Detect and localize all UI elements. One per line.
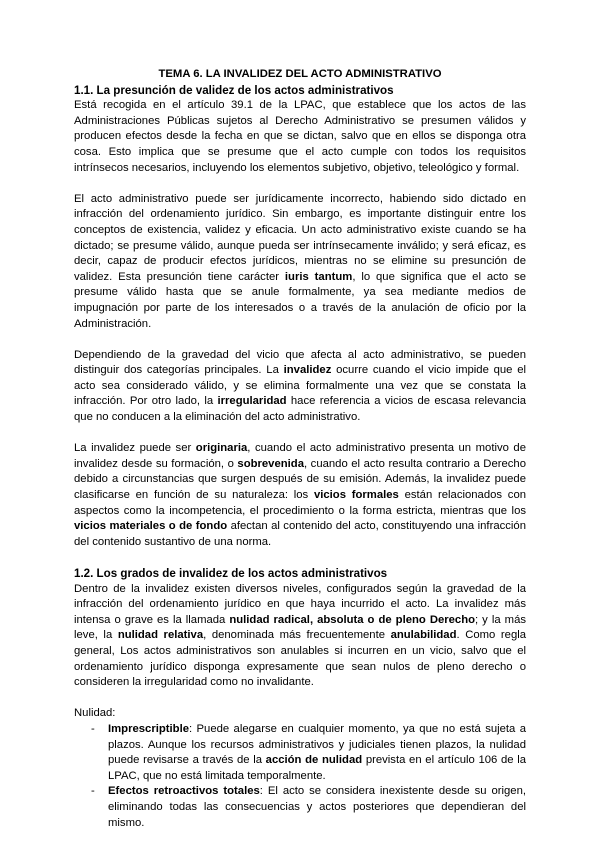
text: El acto administrativo puede ser jurídicamente incorrecto, habiendo sido dictado en infracción del ordenamiento jurídico. Sin embargo, es importante distinguir entre los conceptos de existencia, validez y eficacia. Un acto administrativo existe cuando se ha dictado; se presume válido, aunque pueda ser intrínsecamente inválido; y será eficaz, es decir, capaz de producir efectos jurídicos, mientras no se elimine su presunción de validez. Esta presunción tiene carácter xyxy=(74,192,526,283)
text: La invalidez puede ser xyxy=(74,442,196,455)
paragraph-tipos-invalidez xyxy=(74,441,526,550)
nulidad-list xyxy=(74,722,526,831)
spacer xyxy=(74,550,526,566)
bold-term: iuris tantum xyxy=(284,270,353,283)
bold-term: originaria xyxy=(195,442,248,455)
paragraph-grados xyxy=(74,582,526,691)
document-title: TEMA 6. LA INVALIDEZ DEL ACTO ADMINISTRATIVO xyxy=(158,68,442,80)
bold-term: vicios formales xyxy=(313,489,399,502)
text: Está recogida en el artículo 39.1 de la LPAC, que establece que los actos de las Administraciones Públicas sujetos al Derecho Administrativo se presumen válidos y producen efectos desde la fecha en que se dictan, salvo que en ellos se disponga otra cosa. Esto implica que se presume que el acto cumple con todos los requisitos intrínsecos necesarios, incluyendo los elementos subjetivo, objetivo, teleológico y formal. xyxy=(74,99,526,174)
bold-term: nulidad radical, absoluta o de pleno Derecho xyxy=(229,613,476,626)
list-item-imprescriptible xyxy=(108,722,526,784)
bold-term: invalidez xyxy=(283,364,332,377)
bold-term: sobrevenida xyxy=(237,457,304,470)
spacer xyxy=(74,426,526,442)
bold-term: nulidad relativa xyxy=(117,629,204,642)
text: Dependiendo de la gravedad del vicio que afecta al acto administrativo, se pueden distinguir dos categorías principales. La xyxy=(74,348,526,377)
text: ocurre cuando el vicio impide que el acto sea considerado válido, y se elimina formalmente una vez que se constata la infracción. Por otro lado, la xyxy=(74,364,526,408)
text: afectan al contenido del acto, constituyendo una infracción del contenido sustantivo de una norma. xyxy=(74,520,526,548)
text: : Puede alegarse en cualquier momento, ya que no está sujeta a plazos. Aunque los recursos administrativos y judiciales tienen plazos, la nulidad puede revisarse a través de la xyxy=(108,722,526,767)
paragraph-existencia-validez xyxy=(74,192,526,332)
bold-term: irregularidad xyxy=(217,395,287,408)
bold-term: anulabilidad xyxy=(390,629,457,642)
text: prevista en el artículo 106 de la LPAC, que no está limitada temporalmente. xyxy=(108,754,527,782)
bold-term: vicios materiales o de fondo xyxy=(74,520,228,533)
text: , denominada más frecuentemente xyxy=(203,629,391,642)
text: hace referencia a vicios de escasa relevancia que no conducen a la eliminación del acto administrativo. xyxy=(74,395,527,424)
text: , lo que significa que el acto se presume válido hasta que se anule formalmente, ya sea mediante medios de impugnación por parte de los interesados o a través de la anulación de oficio por la Administración. xyxy=(74,270,527,330)
bold-term: Efectos retroactivos totales xyxy=(108,785,260,798)
bold-term: Imprescriptible xyxy=(108,722,189,735)
text: . Como regla general, Los actos administrativos son anulables si incurren en un vicio, salvo que el ordenamiento jurídico disponga expresamente que sean nulos de pleno derecho o consideren la irregularidad como no invalidante. xyxy=(74,629,527,689)
nulidad-label: Nulidad: xyxy=(74,707,116,720)
text: están relacionados con aspectos como la incompetencia, el procedimiento o la forma estricta, mientras que los xyxy=(74,489,527,517)
spacer xyxy=(74,691,526,707)
spacer xyxy=(74,176,526,192)
list-item-efectos-retroactivos xyxy=(108,784,526,831)
document-body xyxy=(74,67,526,831)
bold-term: acción de nulidad xyxy=(265,754,363,767)
text: ; y la más leve, la xyxy=(74,613,526,642)
section-heading-1-1: 1.1. La presunción de validez de los actos administrativos xyxy=(74,83,394,97)
paragraph-presuncion xyxy=(74,98,526,176)
spacer xyxy=(74,332,526,348)
text: , cuando el acto resulta contrario a Derecho debido a circunstancias que surgen después de su emisión. Además, la invalidez puede clasificarse en función de su naturaleza: los xyxy=(74,457,526,502)
paragraph-categorias xyxy=(74,348,526,426)
section-heading-1-2: 1.2. Los grados de invalidez de los actos administrativos xyxy=(74,567,388,580)
text: : El acto se considera inexistente desde su origen, eliminando todas las consecuencias y actos posteriores que dependieran del mismo. xyxy=(108,785,527,829)
text: , cuando el acto administrativo presenta un motivo de invalidez desde su formación, o xyxy=(74,442,527,470)
text: Dentro de la invalidez existen diversos niveles, configurados según la gravedad de la infracción del ordenamiento jurídico en que haya incurrido el acto. La invalidez más intensa o grave es la llamada xyxy=(74,582,526,626)
